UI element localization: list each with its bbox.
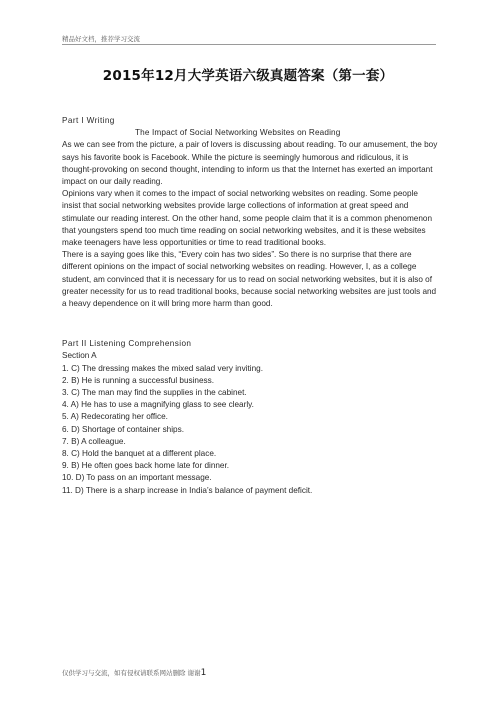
part2-heading: Part II Listening Comprehension xyxy=(62,339,192,349)
essay-paragraph-1: As we can see from the picture, a pair of lovers is discussing about reading. To our amusement, the boy says his favorite book is Facebook. While the picture is seemingly humorous and ridiculous, it is thought-provoking on second thought, intending to inform us that the Internet has exerted an important impact on our daily reading. xyxy=(62,140,438,187)
essay-title: The Impact of Social Networking Websites on Reading xyxy=(135,128,341,138)
essay-paragraph-2: Opinions vary when it comes to the impact of social networking websites on reading. Some people insist that social networking websites provide large collections of information at great speed and stimulate our reading interest. On the other hand, some people claim that it is a common phenomenon that youngsters spend too much time reading on social networking websites, and it is these websites make teenagers have less opportunities or time to read traditional books. xyxy=(62,189,433,248)
section-a-heading: Section A xyxy=(62,351,97,361)
document-title: 2015年12月大学英语六级真题答案（第一套） xyxy=(102,68,394,84)
answer-item: 10. D) To pass on an important message. xyxy=(62,473,212,483)
section-spacer xyxy=(62,310,438,338)
document-body xyxy=(62,115,438,497)
answer-list xyxy=(62,363,438,497)
answer-item: 5. A) Redecorating her office. xyxy=(62,412,168,422)
answer-item: 7. B) A colleague. xyxy=(62,436,126,446)
header-note: 精品好文档，推荐学习交流 xyxy=(62,35,140,43)
footer-text: 仅供学习与交流，如有侵权请联系网站删除 谢谢 xyxy=(62,669,201,677)
answer-item: 11. D) There is a sharp increase in India’s balance of payment deficit. xyxy=(62,485,313,495)
answer-item: 2. B) He is running a successful business. xyxy=(62,375,214,385)
footer-note xyxy=(62,668,206,678)
answer-item: 3. C) The man may find the supplies in the cabinet. xyxy=(62,388,247,398)
answer-item: 6. D) Shortage of container ships. xyxy=(62,424,184,434)
part1-heading: Part I Writing xyxy=(62,116,115,125)
answer-item: 1. C) The dressing makes the mixed salad very inviting. xyxy=(62,363,263,373)
page-number: 1 xyxy=(200,668,207,678)
header-divider xyxy=(62,44,436,45)
essay-paragraph-3: There is a saying goes like this, “Every coin has two sides”. So there is no surprise that there are different opinions on the impact of social networking websites on reading. However, I, as a college student, am convinced that it is necessary for us to read on social networking websites, but it is also of greater necessity for us to read traditional books, because social networking websites are just tools and a heavy dependence on it will bring more harm than good. xyxy=(62,250,437,309)
answer-item: 8. C) Hold the banquet at a different place. xyxy=(62,449,217,459)
answer-item: 9. B) He often goes back home late for dinner. xyxy=(62,461,230,471)
answer-item: 4. A) He has to use a magnifying glass to see clearly. xyxy=(62,400,254,410)
